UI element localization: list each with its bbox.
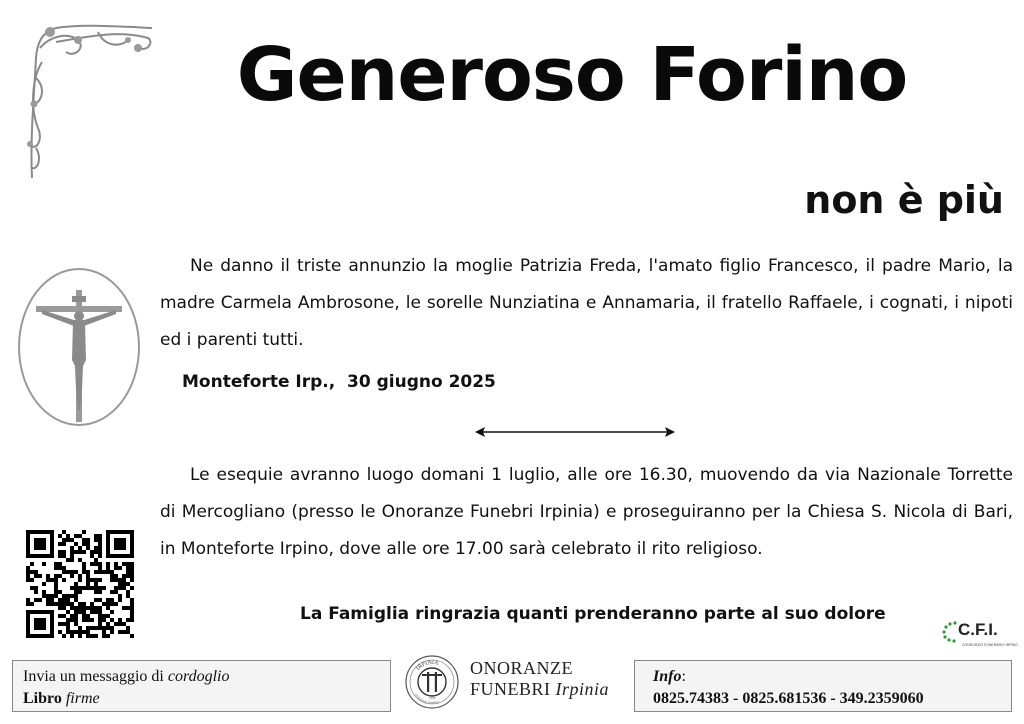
- info-label: Info:: [653, 668, 686, 685]
- funeral-home-seal-icon: [404, 652, 460, 710]
- info-box: [634, 660, 1012, 712]
- condolence-label: Invia un messaggio di: [23, 668, 168, 685]
- guestbook-link[interactable]: [23, 688, 380, 710]
- condolence-em: cordoglio: [167, 668, 230, 685]
- thanks-line: La Famiglia ringrazia quanti prenderanno parte al suo dolore: [300, 604, 886, 624]
- condolence-link[interactable]: [23, 666, 380, 688]
- seal-top-text: IRPINIA: [415, 659, 440, 672]
- crucifix-frame: [18, 268, 140, 426]
- seal-bottom-text: onoranze funebri: [414, 692, 440, 706]
- cfi-logo: [940, 618, 1016, 652]
- guestbook-label: Libro: [23, 690, 66, 707]
- cfi-logo-subtext: CONSORZIO FUNERARIO IRPINO: [962, 643, 1018, 647]
- crucifix-icon: [20, 270, 138, 424]
- logo-line2: [470, 679, 609, 700]
- cfi-logo-text: C.F.I.: [958, 620, 998, 639]
- condolence-box[interactable]: [12, 660, 391, 712]
- funeral-text: [160, 457, 1013, 568]
- svg-text:IRPINIA: [415, 660, 440, 672]
- place-date: Monteforte Irp., 30 giugno 2025: [182, 372, 496, 392]
- seal-year: 1986: [428, 696, 436, 700]
- info-label-text: Info: [653, 668, 682, 685]
- announcement-text: [160, 248, 1013, 359]
- announcement-body: Ne danno il triste annunzio la moglie Patrizia Freda, l'amato figlio Francesco, il padre Mario, la madre Carmela Ambrosone, le sorelle Nunziatina e Annamaria, il fratello Raffaele, i cognati, i nipoti ed i parenti tutti.: [160, 256, 1013, 350]
- svg-text:onoranze funebri: [414, 692, 440, 705]
- subtitle: non è più: [804, 178, 1004, 222]
- funeral-body: Le esequie avranno luogo domani 1 luglio, alle ore 16.30, muovendo da via Nazionale Torrette di Mercogliano (presso le Onoranze Funebri Irpinia) e proseguiranno per la Chiesa S. Nicola di Bari, in Monteforte Irpino, dove alle ore 17.00 sarà celebrato il rito religioso.: [160, 465, 1013, 559]
- logo-line1: ONORANZE: [470, 658, 573, 678]
- logo-line2-prefix: FUNEBRI: [470, 679, 556, 699]
- qr-code-icon[interactable]: [26, 530, 134, 638]
- logo-line2-em: Irpinia: [555, 679, 610, 699]
- guestbook-em: firme: [65, 690, 100, 707]
- double-arrow-divider-icon: [473, 424, 677, 440]
- info-phones: 0825.74383 - 0825.681536 - 349.2359060: [653, 690, 924, 707]
- deceased-name: Generoso Forino: [236, 32, 908, 118]
- funeral-home-name: [470, 658, 609, 700]
